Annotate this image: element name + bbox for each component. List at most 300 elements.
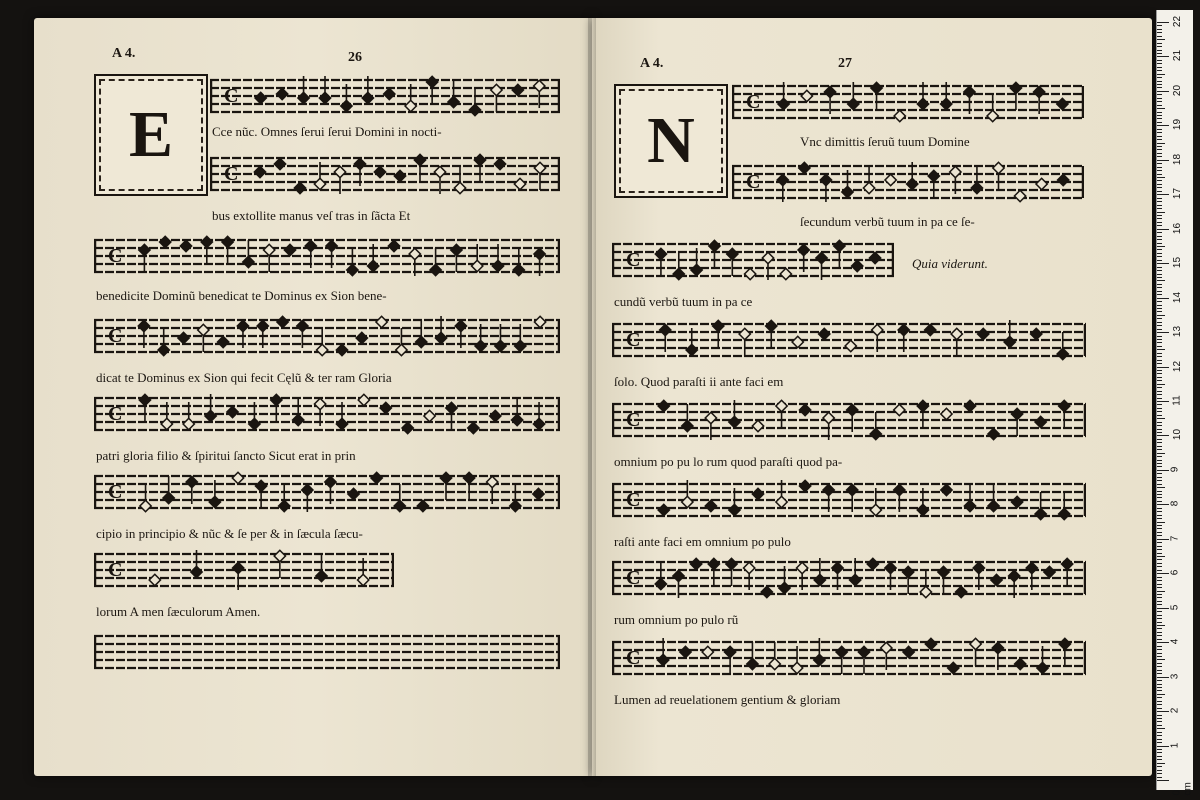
music-note <box>941 408 952 419</box>
music-note <box>956 586 967 597</box>
ruler-tick <box>1157 573 1169 574</box>
music-note <box>658 400 669 411</box>
music-note <box>274 158 285 169</box>
music-note <box>858 646 869 674</box>
music-note <box>274 550 285 578</box>
music-note <box>988 428 999 439</box>
initial-letter-right: N <box>647 104 695 177</box>
ruler-tick <box>1157 215 1162 216</box>
ruler-tick <box>1157 163 1162 164</box>
ruler-tick <box>1157 191 1162 192</box>
ruler-tick <box>1157 635 1162 636</box>
ruler-tick <box>1157 205 1162 206</box>
ruler-label: 4 <box>1169 638 1181 645</box>
music-note <box>903 566 914 594</box>
music-note <box>870 412 881 440</box>
rubric-text: Quia viderunt. <box>912 256 988 271</box>
ruler-label: 10 <box>1172 429 1184 441</box>
music-staff <box>210 74 560 118</box>
ruler-tick <box>1157 487 1165 488</box>
music-staff <box>612 238 894 282</box>
ruler-tick <box>1157 236 1162 237</box>
ruler-tick <box>1157 673 1162 674</box>
music-note <box>724 646 735 674</box>
music-note <box>845 340 856 351</box>
ruler-tick <box>1157 212 1165 213</box>
ruler-tick <box>1157 77 1162 78</box>
music-note <box>139 244 150 272</box>
music-note <box>1035 492 1046 520</box>
ruler-tick <box>1157 528 1162 529</box>
ruler-tick <box>1157 122 1162 123</box>
music-note <box>964 400 975 411</box>
music-note <box>852 260 863 271</box>
ruler-tick <box>1157 332 1169 333</box>
ruler-tick <box>1157 580 1162 581</box>
ruler-tick <box>1157 284 1162 285</box>
ruler-tick <box>1157 446 1162 447</box>
music-note <box>474 154 485 182</box>
ruler-tick <box>1157 267 1162 268</box>
music-note <box>279 484 290 512</box>
music-note <box>271 394 282 422</box>
music-note <box>752 488 763 499</box>
lyric-line: rum omnium po pulo rũ <box>614 612 739 627</box>
music-note <box>708 558 719 586</box>
music-note <box>294 182 305 193</box>
svg-text:C: C <box>108 245 123 267</box>
lyric-line: Cce nũc. Omnes ſerui ſerui Domini in nocti- <box>212 124 442 139</box>
music-note <box>348 488 359 499</box>
ruler-tick <box>1157 584 1162 585</box>
music-note <box>198 324 209 352</box>
ruler-tick <box>1157 456 1162 457</box>
ruler-tick <box>1157 194 1169 195</box>
ruler-tick <box>1157 780 1169 781</box>
ruler-tick <box>1157 770 1162 771</box>
ruler-tick <box>1157 721 1162 722</box>
ruler-label: 13 <box>1172 326 1184 338</box>
ruler-label: 14 <box>1172 291 1184 303</box>
music-note <box>799 404 810 415</box>
lyric-line: benedicite Dominũ benedicat te Dominus ex Sion bene- <box>96 288 387 303</box>
ruler-tick <box>1157 380 1162 381</box>
music-note <box>799 162 810 173</box>
ruler-tick <box>1157 704 1162 705</box>
ruler-tick <box>1157 74 1165 75</box>
music-note <box>394 170 405 181</box>
ruler-tick <box>1157 308 1162 309</box>
music-note <box>964 484 975 512</box>
music-note <box>752 420 763 431</box>
music-note <box>991 574 1002 585</box>
ruler-tick <box>1157 218 1162 219</box>
lyric-line: cipio in principio & nũc & ſe per & in ſæcula ſæcu- <box>96 526 363 541</box>
music-staff <box>94 548 394 592</box>
music-note <box>776 400 787 428</box>
music-note <box>867 558 878 569</box>
ruler-tick <box>1157 732 1162 733</box>
music-note <box>254 166 265 177</box>
ruler-tick <box>1157 666 1162 667</box>
music-note <box>402 422 413 433</box>
ruler-tick <box>1157 501 1162 502</box>
music-note <box>163 476 174 504</box>
music-note <box>510 484 521 512</box>
ruler-tick <box>1157 611 1162 612</box>
lyric-line: Lumen ad reuelationem gentium & gloriam <box>614 692 841 707</box>
ruler-tick <box>1157 728 1165 729</box>
music-staff <box>732 80 1084 124</box>
ruler-tick <box>1157 563 1162 564</box>
ruler-tick <box>1157 318 1162 319</box>
music-note <box>941 484 952 495</box>
ruler-tick <box>1157 504 1169 505</box>
ruler-tick <box>1157 167 1162 168</box>
ruler-tick <box>1157 260 1162 261</box>
ruler-tick <box>1157 339 1162 340</box>
ruler-tick <box>1157 522 1165 523</box>
lyric-line: ſolo. Quod paraſti ii ante faci em <box>614 374 784 389</box>
music-note <box>709 240 720 268</box>
ruler-tick <box>1157 670 1162 671</box>
ruler-tick <box>1157 418 1165 419</box>
ruler-label: 17 <box>1172 188 1184 200</box>
ruler-tick <box>1157 752 1162 753</box>
ruler-tick <box>1157 594 1162 595</box>
music-note <box>658 504 669 515</box>
ruler-label: 21 <box>1172 50 1184 62</box>
ruler-label: 7 <box>1169 535 1181 542</box>
ruler-tick <box>1157 105 1162 106</box>
music-note <box>863 166 874 194</box>
music-note <box>426 76 437 104</box>
ruler-tick <box>1157 32 1162 33</box>
music-note <box>512 398 523 426</box>
ruler-tick <box>1157 656 1162 657</box>
music-note <box>744 268 755 279</box>
lyric-line: dicat te Dominus ex Sion qui fecit Cęlũ & ter ram Gloria <box>96 370 392 385</box>
music-note <box>468 422 479 433</box>
ruler-tick <box>1157 229 1169 230</box>
ruler-tick <box>1157 305 1162 306</box>
music-note <box>180 240 191 251</box>
ruler-tick <box>1157 404 1162 405</box>
music-note <box>490 410 501 421</box>
music-note <box>834 240 845 268</box>
ruler-tick <box>1157 425 1162 426</box>
music-note <box>284 244 295 255</box>
svg-text:C: C <box>626 409 641 431</box>
ruler-label: 11 <box>1171 395 1183 406</box>
ruler-tick <box>1157 46 1162 47</box>
ruler-tick <box>1157 398 1162 399</box>
ruler-tick <box>1157 773 1162 774</box>
music-note <box>1059 492 1070 520</box>
music-note <box>491 84 502 112</box>
music-note <box>384 88 395 99</box>
lyric-line: lorum A men ſæculorum Amen. <box>96 604 261 619</box>
music-note <box>702 646 713 657</box>
ruler-tick <box>1157 287 1162 288</box>
ruler-tick <box>1157 201 1162 202</box>
decorated-initial-left <box>94 74 208 196</box>
ruler-tick <box>1157 174 1162 175</box>
ruler-tick <box>1157 353 1162 354</box>
music-note <box>454 166 465 194</box>
ruler-tick <box>1157 394 1162 395</box>
ruler-tick <box>1157 466 1162 467</box>
ruler-tick <box>1157 549 1162 550</box>
ruler-tick <box>1157 91 1169 92</box>
ruler-tick <box>1157 449 1162 450</box>
music-note <box>1062 558 1073 586</box>
music-note <box>894 404 905 415</box>
ruler-tick <box>1157 622 1162 623</box>
music-note <box>513 248 524 276</box>
ruler-label: 2 <box>1169 707 1181 714</box>
ruler-tick <box>1157 439 1162 440</box>
ruler-tick <box>1157 711 1169 712</box>
ruler-tick <box>1157 649 1162 650</box>
svg-text:C: C <box>224 163 239 185</box>
ruler-tick <box>1157 535 1162 536</box>
music-note <box>766 320 777 348</box>
music-note <box>336 344 347 355</box>
ruler-tick <box>1157 277 1162 278</box>
lyric-line: patri gloria filio & ſpiritui ſancto Sicut erat in prin <box>96 448 356 463</box>
ruler-tick <box>1157 715 1162 716</box>
ruler-tick <box>1157 243 1162 244</box>
music-note <box>356 332 367 343</box>
ruler-tick <box>1157 632 1162 633</box>
ruler-tick <box>1157 239 1162 240</box>
ruler-tick <box>1157 615 1162 616</box>
ruler-tick <box>1157 473 1162 474</box>
ruler-tick <box>1157 160 1169 161</box>
music-note <box>139 394 150 422</box>
svg-text:C: C <box>626 567 641 589</box>
ruler-tick <box>1157 553 1162 554</box>
ruler-tick <box>1157 663 1162 664</box>
ruler-tick <box>1157 480 1162 481</box>
ruler-tick <box>1157 625 1165 626</box>
ruler-tick <box>1157 739 1162 740</box>
ruler-tick <box>1157 546 1162 547</box>
ruler-tick <box>1157 222 1162 223</box>
ruler-tick <box>1157 408 1162 409</box>
ruler-tick <box>1157 759 1162 760</box>
music-note <box>691 558 702 569</box>
ruler-tick <box>1157 591 1165 592</box>
ruler-tick <box>1157 356 1162 357</box>
music-note <box>1015 658 1026 669</box>
ruler-label: 0 cm <box>1171 782 1194 796</box>
music-note <box>1059 400 1070 428</box>
music-note <box>469 88 480 116</box>
ruler-tick <box>1157 687 1162 688</box>
ruler-tick <box>1157 401 1169 402</box>
ruler-tick <box>1157 756 1162 757</box>
ruler-tick <box>1157 101 1162 102</box>
music-note <box>416 320 427 348</box>
ruler-tick <box>1157 149 1162 150</box>
ruler-tick <box>1157 708 1162 709</box>
ruler-tick <box>1157 577 1162 578</box>
music-note <box>1011 496 1022 507</box>
ruler-tick <box>1157 208 1162 209</box>
ruler-tick <box>1157 225 1162 226</box>
music-note <box>347 248 358 276</box>
ruler-tick <box>1157 463 1162 464</box>
ruler-tick <box>1157 415 1162 416</box>
ruler-tick <box>1157 491 1162 492</box>
music-note <box>792 336 803 347</box>
ruler-tick <box>1157 112 1162 113</box>
music-note <box>869 252 880 263</box>
ruler-tick <box>1157 25 1162 26</box>
svg-text:C: C <box>626 329 641 351</box>
music-note <box>358 394 369 405</box>
music-note <box>533 488 544 499</box>
music-note <box>140 484 151 512</box>
music-note <box>894 110 905 121</box>
music-note <box>424 410 435 421</box>
music-note <box>1036 178 1047 189</box>
ruler-tick <box>1157 294 1162 295</box>
ruler-tick <box>1157 63 1162 64</box>
svg-text:C: C <box>108 403 123 425</box>
music-note <box>316 554 327 582</box>
music-staff <box>94 234 560 278</box>
svg-text:C: C <box>746 91 761 113</box>
music-note <box>430 248 441 276</box>
music-note <box>801 90 812 101</box>
ruler-tick <box>1157 246 1165 247</box>
svg-text:C: C <box>746 171 761 193</box>
music-note <box>993 162 1004 190</box>
right-signature: A 4. <box>640 56 664 71</box>
music-note <box>451 244 462 272</box>
ruler-tick <box>1157 84 1162 85</box>
music-note <box>761 586 772 597</box>
ruler-tick <box>1157 298 1169 299</box>
ruler-label: 22 <box>1172 15 1184 28</box>
ruler-tick <box>1157 349 1165 350</box>
music-note <box>871 82 882 110</box>
ruler-tick <box>1157 460 1162 461</box>
ruler-tick <box>1157 429 1162 430</box>
music-note <box>819 328 830 339</box>
left-signature: A 4. <box>112 46 136 61</box>
svg-text:C: C <box>626 489 641 511</box>
music-note <box>255 480 266 508</box>
ruler-tick <box>1157 280 1165 281</box>
music-note <box>951 328 962 356</box>
ruler-tick <box>1157 604 1162 605</box>
ruler-tick <box>1157 511 1162 512</box>
music-note <box>682 404 693 432</box>
music-staff <box>94 314 560 358</box>
music-staff <box>612 398 1086 442</box>
ruler-tick <box>1157 525 1162 526</box>
music-note <box>903 646 914 657</box>
ruler-tick <box>1157 170 1162 171</box>
music-note <box>769 642 780 670</box>
ruler-tick <box>1157 125 1169 126</box>
ruler-tick <box>1157 108 1165 109</box>
music-note <box>277 316 288 327</box>
ruler-tick <box>1157 677 1169 678</box>
svg-text:C: C <box>108 325 123 347</box>
ruler-tick <box>1157 184 1162 185</box>
music-note <box>448 80 459 108</box>
music-note <box>920 570 931 598</box>
ruler-label: 20 <box>1172 84 1184 96</box>
ruler-tick <box>1157 556 1165 557</box>
ruler-tick <box>1157 139 1162 140</box>
decorated-initial-right <box>614 84 728 198</box>
ruler-tick <box>1157 274 1162 275</box>
ruler-tick <box>1157 508 1162 509</box>
music-staff <box>732 160 1084 204</box>
music-note <box>1010 82 1021 110</box>
ruler-tick <box>1157 749 1162 750</box>
ruler-tick <box>1157 642 1169 643</box>
ruler-label: 1 <box>1169 742 1181 748</box>
music-note <box>705 500 716 511</box>
music-note <box>494 158 505 169</box>
music-note <box>227 406 238 417</box>
music-note <box>276 88 287 99</box>
music-staff <box>210 152 560 196</box>
ruler-tick <box>1157 618 1162 619</box>
ruler-tick <box>1157 98 1162 99</box>
music-note <box>1035 416 1046 427</box>
ruler-tick <box>1157 608 1169 609</box>
music-note <box>727 248 738 276</box>
music-note <box>928 170 939 198</box>
music-note <box>917 400 928 428</box>
music-note <box>713 320 724 348</box>
music-note <box>380 402 391 413</box>
ruler-tick <box>1157 253 1162 254</box>
ruler-label: 9 <box>1169 466 1181 473</box>
ruler-tick <box>1157 411 1162 412</box>
music-note <box>178 332 189 343</box>
music-note <box>948 662 959 673</box>
svg-text:C: C <box>626 249 641 271</box>
ruler-label: 18 <box>1172 153 1184 165</box>
ruler-tick <box>1157 70 1162 71</box>
ruler-tick <box>1157 56 1169 57</box>
ruler-tick <box>1157 270 1162 271</box>
music-note <box>243 240 254 268</box>
ruler-tick <box>1157 180 1162 181</box>
music-note <box>925 638 936 649</box>
music-note <box>255 92 266 103</box>
lyric-line: ſecundum verbũ tuum in pa ce ſe- <box>800 214 975 229</box>
music-note <box>417 500 428 511</box>
ruler-tick <box>1157 442 1162 443</box>
ruler-tick <box>1157 249 1162 250</box>
ruler-tick <box>1157 597 1162 598</box>
ruler-tick <box>1157 129 1162 130</box>
music-note <box>293 398 304 426</box>
music-staff <box>612 556 1086 600</box>
music-note <box>673 252 684 280</box>
ruler-tick <box>1157 718 1162 719</box>
